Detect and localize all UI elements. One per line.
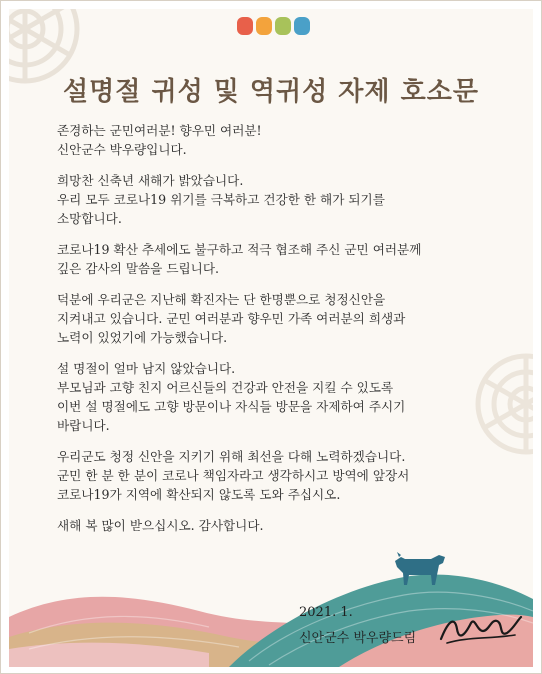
- text-line: 깊은 감사의 말씀을 드립니다.: [57, 261, 219, 276]
- paragraph-greeting: [57, 121, 497, 159]
- text-line: 설 명절이 얼마 남지 않았습니다.: [57, 361, 236, 376]
- dot-blue: [294, 17, 310, 35]
- text-line: 코로나19가 지역에 확산되지 않도록 도와 주십시오.: [57, 487, 341, 502]
- snowflake-ornament-icon: [471, 349, 533, 459]
- text-line: 코로나19 확산 추세에도 불구하고 적극 협조해 주신 군민 여러분께: [57, 242, 422, 257]
- signoff-name: 신안군수 박우량드림: [299, 631, 417, 646]
- text-line: 군민 한 분 한 분이 코로나 책임자라고 생각하시고 방역에 앞장서: [57, 468, 410, 483]
- dot-orange: [256, 17, 272, 35]
- paragraph-achievement: [57, 290, 497, 347]
- text-line: 희망찬 신축년 새해가 밝았습니다.: [57, 173, 244, 188]
- text-line: 노력이 있었기에 가능했습니다.: [57, 330, 228, 345]
- text-line: 새해 복 많이 받으십시오. 감사합니다.: [57, 518, 264, 533]
- dot-red: [237, 17, 253, 35]
- signoff-date: 2021. 1.: [299, 605, 353, 620]
- text-line: 신안군수 박우량입니다.: [57, 142, 187, 157]
- text-line: 부모님과 고향 친지 어르신들의 건강과 안전을 지킬 수 있도록: [57, 380, 394, 395]
- text-line: 존경하는 군민여러분! 향우민 여러분!: [57, 123, 262, 138]
- color-dots: [237, 17, 310, 35]
- text-line: 이번 설 명절에도 고향 방문이나 자식들 방문을 자제하여 주시기: [57, 399, 406, 414]
- text-line: 바랍니다.: [57, 418, 110, 433]
- wave-hills-decoration: [9, 549, 533, 667]
- paragraph-new-year: [57, 171, 497, 228]
- page-title: 설명절 귀성 및 역귀성 자제 호소문: [63, 77, 479, 107]
- text-line: 덕분에 우리군은 지난해 확진자는 단 한명뿐으로 청정신안을: [57, 292, 386, 307]
- poster: [9, 9, 533, 667]
- text-line: 우리군도 청정 신안을 지키기 위해 최선을 다해 노력하겠습니다.: [57, 449, 406, 464]
- signature-icon: [437, 609, 523, 649]
- dot-green: [275, 17, 291, 35]
- paragraph-closing: [57, 516, 497, 535]
- text-line: 우리 모두 코로나19 위기를 극복하고 건강한 한 해가 되기를: [57, 192, 385, 207]
- paragraph-commitment: [57, 447, 497, 504]
- text-line: 지켜내고 있습니다. 군민 여러분과 향우민 가족 여러분의 희생과: [57, 311, 406, 326]
- cow-icon: [387, 549, 451, 587]
- paragraph-request: [57, 359, 497, 435]
- letter-body: [57, 121, 497, 547]
- paragraph-thanks: [57, 240, 497, 278]
- text-line: 소망합니다.: [57, 211, 122, 226]
